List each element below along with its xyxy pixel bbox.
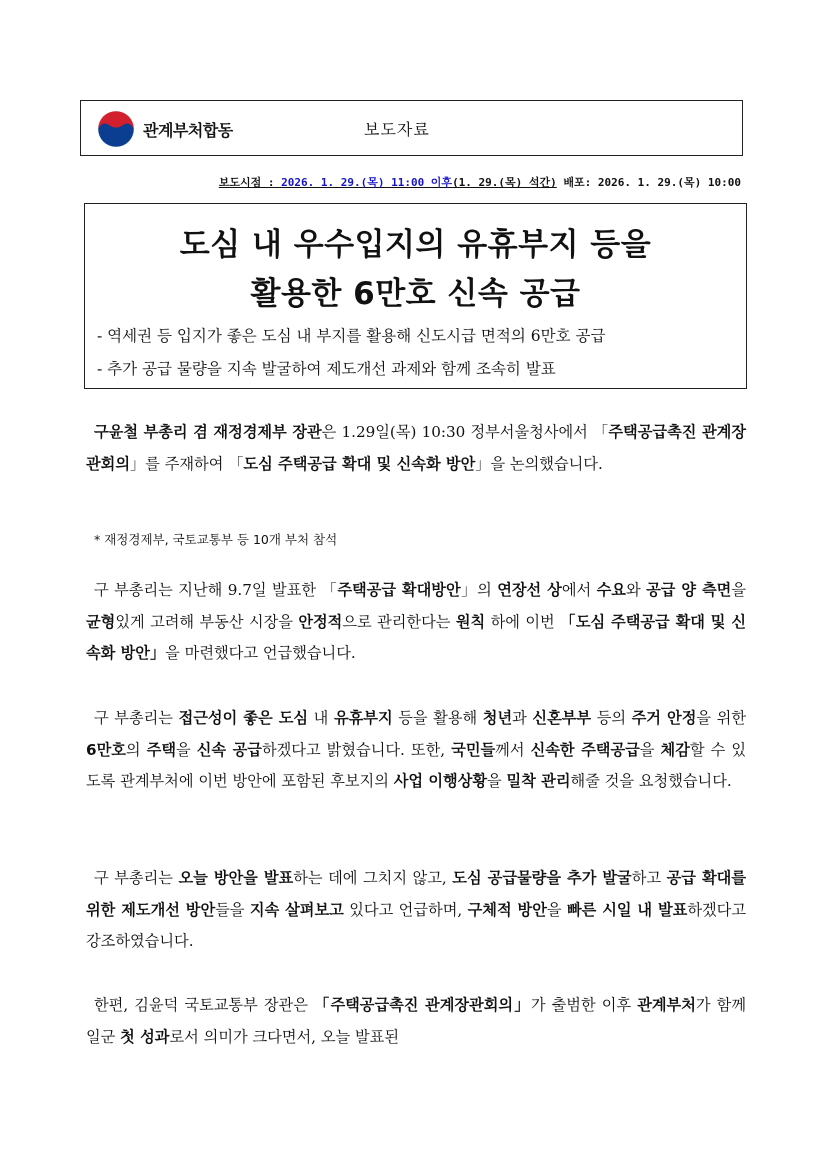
title-line-1: 도심 내 우수입지의 유휴부지 등을 [179, 227, 652, 263]
text-run: 의 [125, 740, 147, 759]
paragraph-5 [86, 990, 746, 1053]
bold-text-run: 공급 양 측면 [646, 581, 732, 599]
bold-text-run: 구체적 방안 [467, 900, 547, 919]
bold-text-run: 빠른 시일 내 발표 [566, 900, 688, 919]
text-run: 하겠다고 밝혔습니다. 또한, [261, 740, 452, 759]
text-run: 하는 데에 그치지 않고, [293, 869, 453, 887]
text-run: 와 [625, 581, 647, 599]
release-info [0, 174, 741, 190]
text-run: 하겠다고 강조하였습니다. [86, 900, 746, 950]
text-run: 있게 고려해 부동산 시장을 [115, 612, 299, 631]
bold-text-run: 도심 공급물량을 추가 발굴 [452, 869, 632, 887]
title-line-2: 활용한 6만호 신속 공급 [250, 276, 581, 312]
distribution-time: 2026. 1. 29.(목) 10:00 [597, 176, 741, 189]
text-run: 구 부총리는 [94, 709, 179, 727]
bold-text-run: 균형 [86, 612, 116, 631]
text-run: 등을 활용해 [392, 709, 483, 727]
text-run: 가 출범한 이후 [530, 996, 638, 1014]
text-run: 등의 [591, 709, 632, 727]
text-run: 을 [639, 740, 661, 759]
subtitle-2: - 추가 공급 물량을 지속 발굴하여 제도개선 과제와 함께 조속히 발표 [97, 360, 556, 378]
bold-text-run: 주거 안정 [631, 709, 697, 727]
bold-text-run: 「주택공급촉진 관계장관회의」 [313, 996, 531, 1014]
bold-text-run: 밀착 관리 [506, 772, 571, 790]
text-run: 에서 [561, 581, 597, 599]
release-time: 2026. 1. 29.(목) 11:00 이후 [281, 176, 453, 189]
text-run: 을 마련했다고 언급했습니다. [165, 644, 356, 662]
text-run: 구 부총리는 [94, 869, 179, 887]
bold-text-run: 오늘 방안을 발표 [178, 869, 294, 887]
bold-text-run: 도심 주택공급 확대 및 신속화 방안 [243, 454, 476, 473]
bold-text-run: 원칙 [455, 612, 486, 631]
bold-text-run: 접근성이 좋은 도심 [178, 709, 309, 727]
bold-text-run: 수요 [596, 581, 626, 599]
text-run: 할 수 있도록 관계부처에 이번 방안에 포함된 후보지의 [86, 740, 747, 790]
release-time-group [219, 176, 557, 189]
paragraph-1 [86, 417, 746, 480]
bold-text-run: 공급 확대를 위한 제도개선 방안 [86, 869, 747, 919]
text-run: 을 위한 [696, 709, 747, 727]
text-run: 구 부총리는 지난해 9.7일 발표한 「 [94, 581, 338, 599]
paragraph-4 [86, 863, 746, 958]
document-type: 보도자료 [364, 120, 430, 139]
text-run: 을 [546, 900, 567, 919]
text-run: 을 [176, 740, 197, 759]
bold-text-run: 유휴부지 [333, 709, 393, 727]
text-run: 」을 논의했습니다. [475, 454, 603, 473]
bold-text-run: 안정적 [298, 612, 343, 631]
text-run: 내 [308, 709, 334, 727]
bold-text-run: 구윤철 부총리 겸 재정경제부 장관 [94, 423, 322, 441]
title-box [84, 203, 747, 389]
org-name: 관계부처합동 [143, 121, 233, 140]
text-run: 을 [487, 772, 507, 790]
paragraph-3 [86, 703, 746, 798]
text-run: 한편, 김윤덕 국토교통부 장관은 [94, 996, 314, 1014]
text-run: 로서 의미가 크다면서, 오늘 발표된 [169, 1027, 400, 1046]
bold-text-run: 6만호 [86, 740, 126, 759]
text-run: 과 [512, 709, 533, 727]
release-label: 보도시점 : [218, 176, 282, 189]
bold-text-run: 국민들 [451, 740, 496, 759]
text-run: 으로 관리한다는 [342, 612, 456, 631]
bold-text-run: 「도심 주택공급 확대 및 신속화 방안」 [86, 612, 746, 662]
bold-text-run: 사업 이행상황 [393, 772, 488, 790]
release-evening: (1. 29.(목) 석간) [452, 176, 557, 189]
footnote: * 재정경제부, 국토교통부 등 10개 부처 참석 [94, 532, 338, 547]
text-run: 께서 [495, 740, 531, 759]
bold-text-run: 연장선 상 [497, 581, 562, 599]
bold-text-run: 청년 [482, 709, 513, 727]
paragraph-2 [86, 575, 746, 670]
bold-text-run: 첫 성과 [120, 1027, 170, 1046]
text-run: 하고 [631, 869, 667, 887]
subtitle-1: - 역세권 등 입지가 좋은 도심 내 부지를 활용해 신도시급 면적의 6만호 공급 [97, 327, 606, 345]
government-emblem-icon [97, 110, 135, 148]
text-run: 을 [731, 581, 746, 599]
text-run: 들을 [215, 900, 250, 919]
text-run: 」의 [460, 581, 498, 599]
bold-text-run: 신혼부부 [532, 709, 592, 727]
text-run: 하에 이번 [485, 612, 561, 631]
text-run: 해줄 것을 요청했습니다. [570, 772, 732, 790]
bold-text-run: 주택공급 확대방안 [337, 581, 461, 599]
bold-text-run: 신속한 주택공급 [530, 740, 640, 759]
text-run: 」를 주재하여 「 [130, 454, 244, 473]
text-run: 있다고 언급하며, [343, 900, 468, 919]
bold-text-run: 주택공급촉진 관계장관회의 [86, 423, 746, 473]
bold-text-run: 지속 살펴보고 [249, 900, 344, 919]
distribution-label: 배포: [556, 176, 598, 189]
text-run: 은 1.29일(목) 10:30 정부서울청사에서 「 [321, 423, 609, 441]
bold-text-run: 관계부처 [637, 996, 696, 1014]
text-run: 가 함께 일군 [86, 996, 746, 1046]
bold-text-run: 신속 공급 [196, 740, 262, 759]
bold-text-run: 체감 [660, 740, 690, 759]
header-box [80, 100, 743, 156]
bold-text-run: 주택 [146, 740, 176, 759]
